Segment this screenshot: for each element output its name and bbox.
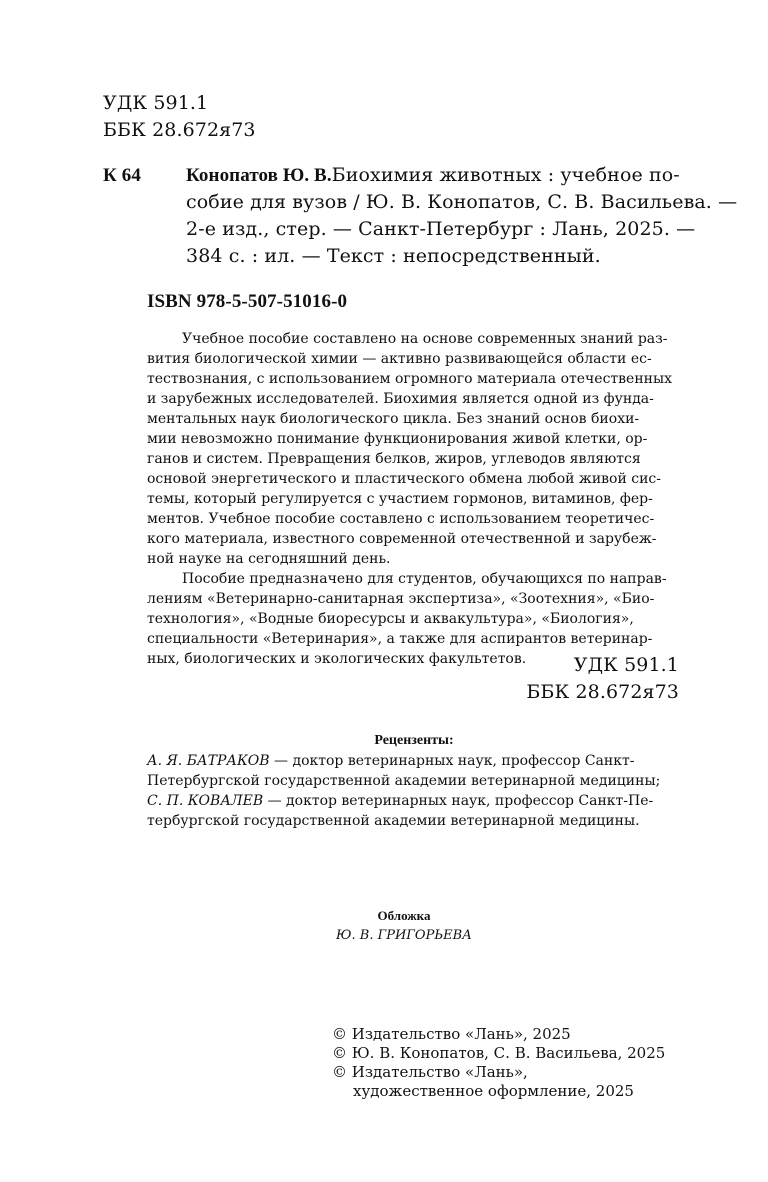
abstract-line: ных, биологических и экологических факультетов. [147, 651, 527, 667]
abstract-line: темы, который регулируется с участием гормонов, витаминов, фер- [147, 491, 653, 507]
cover-designer: Ю. В. ГРИГОРЬЕВА [336, 928, 472, 943]
abstract-line: вития биологической химии — активно развивающейся области ес- [147, 351, 652, 367]
udk-bottom [526, 652, 679, 706]
abstract-line: основой энергетического и пластического обмена любой живой сис- [147, 471, 661, 487]
abstract [147, 329, 679, 669]
reviewer-name: С. П. КОВАЛЕВ [147, 793, 264, 809]
udk-top [103, 90, 256, 144]
reviewer-desc: тербургской государственной академии ветеринарной медицины. [147, 813, 640, 829]
reviewer-desc: — доктор ветеринарных наук, профессор Санкт-Пе- [263, 793, 654, 809]
udk-code: УДК 591.1 [103, 92, 209, 114]
abstract-line: Пособие предназначено для студентов, обучающихся по направ- [182, 571, 667, 587]
abstract-line: тествознания, с использованием огромного материала отечественных [147, 371, 673, 387]
citation-line: собие для вузов / Ю. В. Конопатов, С. В. Васильева. — [186, 191, 738, 213]
abstract-line: Учебное пособие составлено на основе современных знаний раз- [182, 331, 668, 347]
citation [186, 162, 738, 270]
reviewers-heading: Рецензенты: [374, 733, 454, 748]
copyright-block [332, 1025, 665, 1101]
abstract-line: ментов. Учебное пособие составлено с использованием теоретичес- [147, 511, 655, 527]
citation-line: 2-е изд., стер. — Санкт-Петербург : Лань, 2025. — [186, 218, 696, 240]
copyright-line: © Издательство «Лань», 2025 [332, 1025, 571, 1043]
reviewer [147, 791, 687, 811]
bbk-code: ББК 28.672я73 [526, 681, 679, 703]
author-mark: К 64 [103, 165, 141, 186]
isbn: ISBN 978-5-507-51016-0 [147, 291, 348, 312]
reviewers [147, 751, 687, 831]
abstract-line: ной науке на сегодняшний день. [147, 551, 391, 567]
reviewer-name: А. Я. БАТРАКОВ [147, 753, 270, 769]
abstract-line: мии невозможно понимание функционирования живой клетки, ор- [147, 431, 648, 447]
citation-line [186, 162, 678, 189]
citation-line: 384 с. : ил. — Текст : непосредственный. [186, 245, 601, 267]
copyright-line: художественное оформление, 2025 [353, 1082, 634, 1100]
reviewer-desc: — доктор ветеринарных наук, профессор Санкт- [269, 753, 635, 769]
abstract-line: лениям «Ветеринарно-санитарная экспертиза», «Зоотехния», «Био- [147, 591, 655, 607]
abstract-line: технология», «Водные биоресурсы и аквакультура», «Биология», [147, 611, 634, 627]
cover-heading: Обложка [377, 908, 431, 923]
udk-code: УДК 591.1 [573, 654, 679, 676]
reviewer [147, 751, 687, 771]
copyright-line: © Издательство «Лань», [332, 1063, 528, 1081]
bbk-code: ББК 28.672я73 [103, 119, 256, 141]
citation-title: Биохимия животных : учебное по- [331, 164, 680, 186]
citation-author: Конопатов Ю. В. [186, 165, 332, 186]
abstract-line: специальности «Ветеринария», а также для аспирантов ветеринар- [147, 631, 653, 647]
abstract-line: и зарубежных исследователей. Биохимия является одной из фунда- [147, 391, 654, 407]
copyright-line: © Ю. В. Конопатов, С. В. Васильева, 2025 [332, 1044, 666, 1062]
reviewer-desc: Петербургской государственной академии ветеринарной медицины; [147, 773, 661, 789]
abstract-line: ментальных наук биологического цикла. Без знаний основ биохи- [147, 411, 640, 427]
cover-credit [0, 906, 768, 946]
abstract-line: ганов и систем. Превращения белков, жиров, углеводов являются [147, 451, 641, 467]
abstract-line: кого материала, известного современной отечественной и зарубеж- [147, 531, 657, 547]
